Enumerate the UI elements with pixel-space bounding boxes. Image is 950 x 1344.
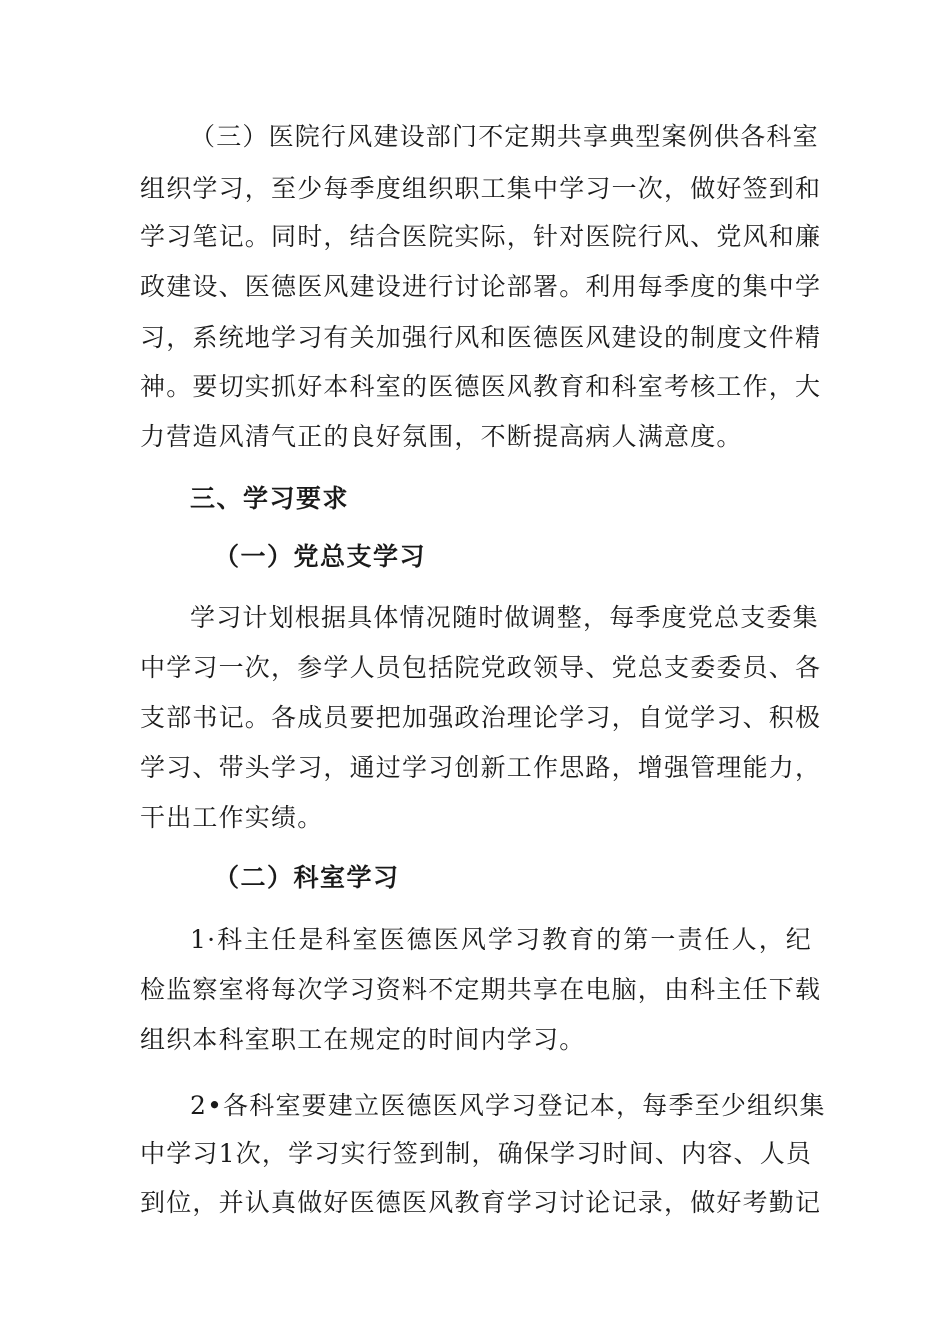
- section-heading: 三、学习要求: [190, 484, 350, 513]
- paragraph-line: 干出工作实绩。: [140, 803, 324, 832]
- subsection-heading: （一）党总支学习: [214, 542, 427, 571]
- paragraph-line: 学习计划根据具体情况随时做调整，每季度党总支委集: [190, 603, 819, 632]
- paragraph-line: 组织本科室职工在规定的时间内学习。: [140, 1025, 586, 1054]
- paragraph-line: 学习、带头学习，通过学习创新工作思路，增强管理能力，: [140, 753, 822, 782]
- paragraph-line: 政建设、医德医风建设进行讨论部署。利用每季度的集中学: [140, 272, 822, 301]
- paragraph-line: 习，系统地学习有关加强行风和医德医风建设的制度文件精: [140, 323, 822, 352]
- paragraph-line: 1·科主任是科室医德医风学习教育的第一责任人，纪: [190, 925, 812, 954]
- paragraph-line: 检监察室将每次学习资料不定期共享在电脑，由科主任下载: [140, 975, 822, 1004]
- paragraph-line: （三）医院行风建设部门不定期共享典型案例供各科室: [190, 122, 819, 151]
- paragraph-line: 中学习一次，参学人员包括院党政领导、党总支委委员、各: [140, 653, 822, 682]
- subsection-heading: （二）科室学习: [214, 863, 400, 892]
- paragraph-line: 中学习1次，学习实行签到制，确保学习时间、内容、人员: [140, 1139, 813, 1168]
- paragraph-line: 2•各科室要建立医德医风学习登记本，每季至少组织集: [190, 1091, 826, 1120]
- paragraph-line: 支部书记。各成员要把加强政治理论学习，自觉学习、积极: [140, 703, 822, 732]
- paragraph-line: 到位，并认真做好医德医风教育学习讨论记录，做好考勤记: [140, 1188, 822, 1217]
- paragraph-line: 组织学习，至少每季度组织职工集中学习一次，做好签到和: [140, 174, 822, 203]
- paragraph-line: 学习笔记。同时，结合医院实际，针对医院行风、党风和廉: [140, 222, 822, 251]
- paragraph-line: 力营造风清气正的良好氛围，不断提高病人满意度。: [140, 422, 743, 451]
- paragraph-line: 神。要切实抓好本科室的医德医风教育和科室考核工作，大: [140, 372, 822, 401]
